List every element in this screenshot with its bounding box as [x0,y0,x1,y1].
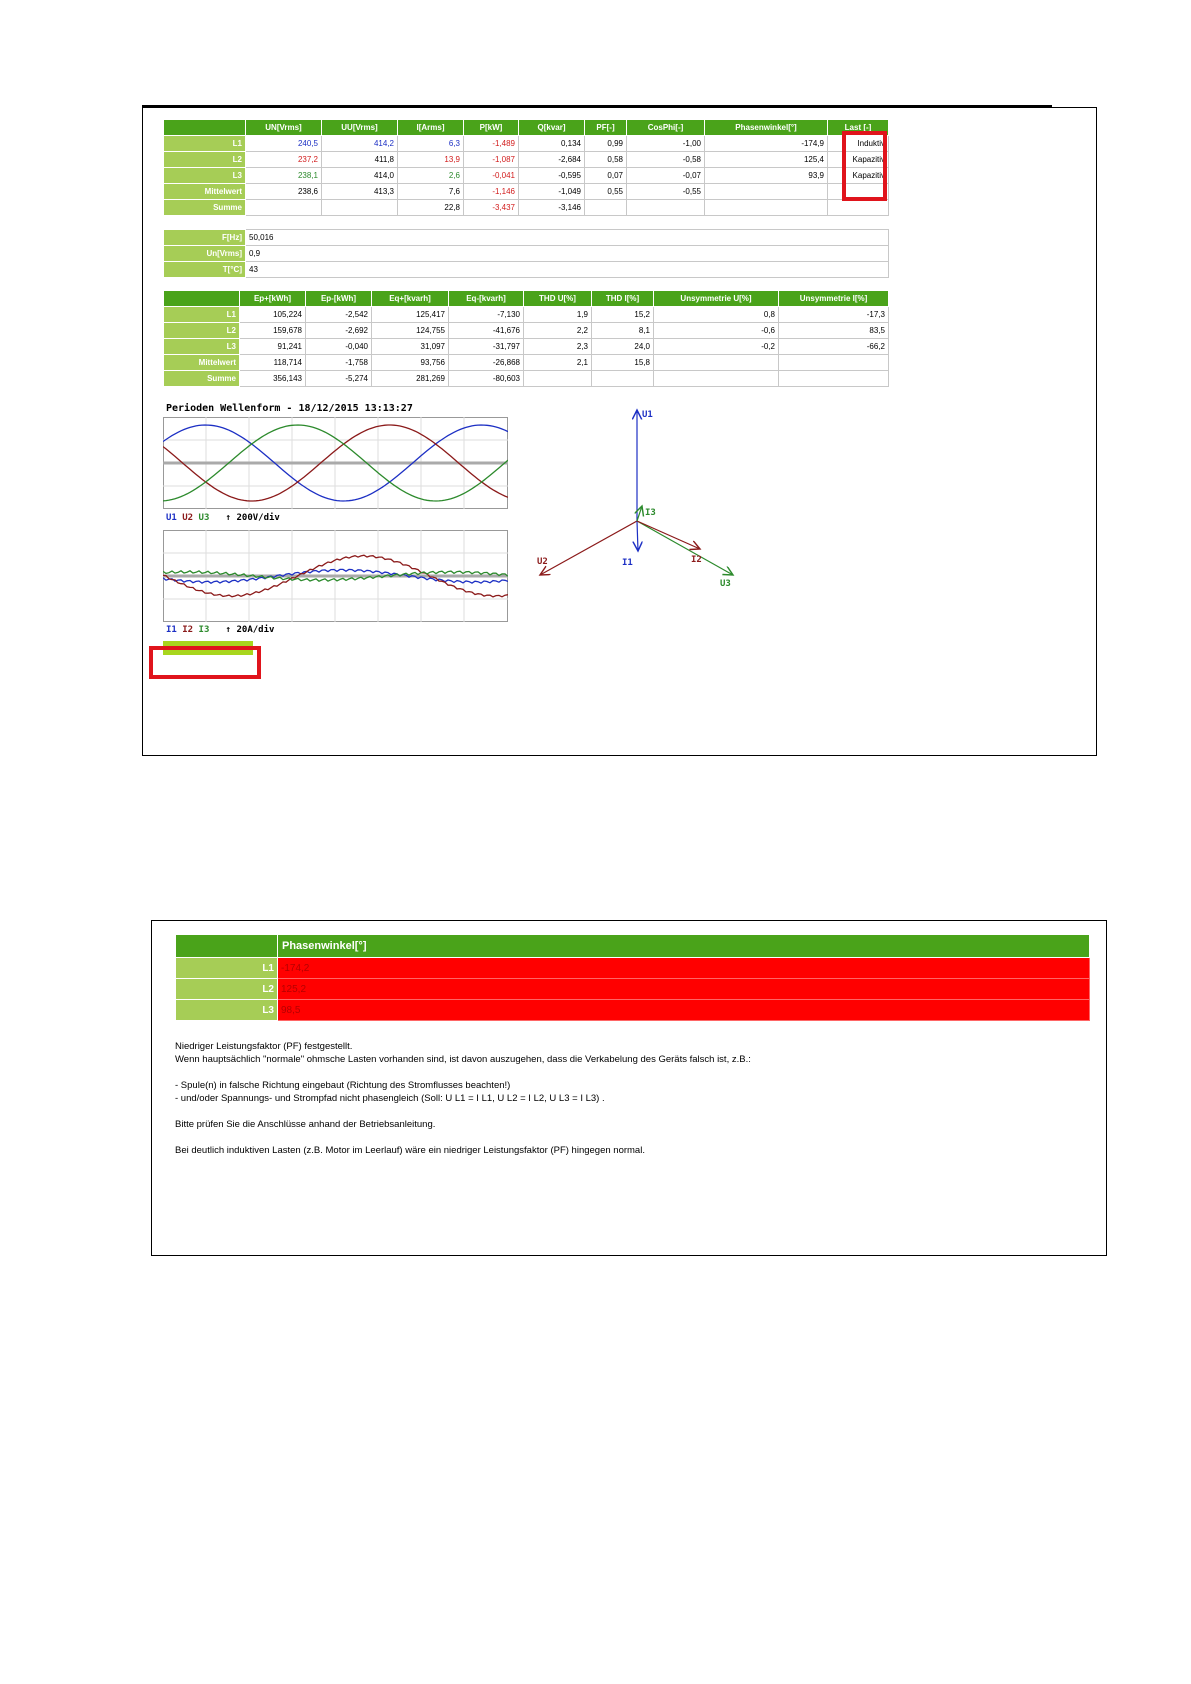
cell: 7,6 [398,184,464,200]
row-label: L1 [176,958,278,979]
cell: 6,3 [398,136,464,152]
cell: -1,489 [464,136,519,152]
col-header: Unsymmetrie I[%] [779,291,889,307]
table-row [176,958,1090,979]
col-header: Ep+[kWh] [240,291,306,307]
table-row [164,246,889,262]
cell: -1,146 [464,184,519,200]
cell: 2,1 [524,355,592,371]
measurement-table [163,119,889,216]
cell: Induktiv [828,136,889,152]
col-header [164,120,246,136]
table-row [164,371,889,387]
waveform-title: Perioden Wellenform - 18/12/2015 13:13:27 [166,403,413,414]
cell: 125,417 [372,307,449,323]
energy-table-header [164,291,889,307]
col-header: Eq+[kvarh] [372,291,449,307]
col-header: CosPhi[-] [627,120,705,136]
col-header: UU[Vrms] [322,120,398,136]
row-label: L1 [164,307,240,323]
cell: -0,041 [464,168,519,184]
cell: 83,5 [779,323,889,339]
col-header: Last [-] [828,120,889,136]
i3-phasor-label: I3 [645,508,656,518]
cell: 237,2 [246,152,322,168]
cell [779,371,889,387]
row-label: L2 [164,323,240,339]
legend-voltage-scale: ↑ 200V/div [225,513,280,523]
col-header: Unsymmetrie U[%] [654,291,779,307]
cell: 0,07 [585,168,627,184]
row-label: T[°C] [164,262,246,278]
u3-phasor [637,521,733,575]
legend-i3: I3 [198,625,210,635]
cell: 411,8 [322,152,398,168]
row-label: L3 [176,1000,278,1021]
cell: 13,9 [398,152,464,168]
cell: 105,224 [240,307,306,323]
u1-phasor-label: U1 [642,410,653,420]
cell [828,200,889,216]
cell: 0,8 [654,307,779,323]
col-header: Q[kvar] [519,120,585,136]
cell [322,200,398,216]
voltage-legend [166,513,280,523]
col-header: Phasenwinkel[°] [705,120,828,136]
cell: -0,07 [627,168,705,184]
col-header: THD U[%] [524,291,592,307]
cell: 93,756 [372,355,449,371]
cell: -0,595 [519,168,585,184]
cell: 414,2 [322,136,398,152]
cell: 238,1 [246,168,322,184]
cell: 24,0 [592,339,654,355]
cell: 15,2 [592,307,654,323]
current-legend [166,625,274,635]
cell: -1,758 [306,355,372,371]
cell [705,184,828,200]
row-label: L2 [164,152,246,168]
highlight-box [149,646,261,679]
legend-u2: U2 [182,513,194,523]
cell: 0,134 [519,136,585,152]
cell: 2,3 [524,339,592,355]
cell: -3,437 [464,200,519,216]
col-header [164,291,240,307]
cell: 281,269 [372,371,449,387]
table-row [164,339,889,355]
cell: -26,868 [449,355,524,371]
cell: 124,755 [372,323,449,339]
legend-current-scale: ↑ 20A/div [225,625,275,635]
cell: 2,2 [524,323,592,339]
cell: -0,2 [654,339,779,355]
cell [524,371,592,387]
table-row [164,200,889,216]
cell: 414,0 [322,168,398,184]
cell: -2,692 [306,323,372,339]
message-line: - und/oder Spannungs- und Strompfad nicht phasengleich (Soll: U L1 = I L1, U L2 = I L2, U L3 = I L3) . [175,1093,605,1104]
cell [585,200,627,216]
cell: -0,6 [654,323,779,339]
table-row [164,168,889,184]
table-row [164,307,889,323]
i3-phasor [637,506,642,521]
cell: 15,8 [592,355,654,371]
cell: 0,99 [585,136,627,152]
cell: 93,9 [705,168,828,184]
row-label: Mittelwert [164,184,246,200]
cell: 356,143 [240,371,306,387]
cell: -80,603 [449,371,524,387]
cell: Kapazitiv [828,152,889,168]
legend-u1: U1 [166,513,177,523]
cell: 240,5 [246,136,322,152]
cell [592,371,654,387]
cell: 2,6 [398,168,464,184]
u2-phasor-label: U2 [537,557,548,567]
cell: 50,016 [246,230,889,246]
cell: 238,6 [246,184,322,200]
col-header: P[kW] [464,120,519,136]
col-header: Ep-[kWh] [306,291,372,307]
cell: -174,9 [705,136,828,152]
table-row [164,323,889,339]
table-row [176,1000,1090,1021]
table-row [164,136,889,152]
row-label: Mittelwert [164,355,240,371]
cell: 98,5 [278,1000,1090,1021]
measurement-table-header [164,120,889,136]
col-header: PF[-] [585,120,627,136]
cell: -0,55 [627,184,705,200]
cell: 8,1 [592,323,654,339]
row-label: Un[Vrms] [164,246,246,262]
cell: -66,2 [779,339,889,355]
cell: -31,797 [449,339,524,355]
cell: -2,542 [306,307,372,323]
table-row [164,262,889,278]
phasor-diagram [530,405,760,590]
cell: 91,241 [240,339,306,355]
row-label: L3 [164,168,246,184]
row-label: L3 [164,339,240,355]
table-row [176,979,1090,1000]
energy-table [163,290,889,387]
cell: 43 [246,262,889,278]
cell: 125,2 [278,979,1090,1000]
cell: 159,678 [240,323,306,339]
col-header: THD I[%] [592,291,654,307]
cell: -41,676 [449,323,524,339]
cell: 1,9 [524,307,592,323]
message-line: - Spule(n) in falsche Richtung eingebaut (Richtung des Stromflusses beachten!) [175,1080,511,1091]
cell [654,355,779,371]
row-label: Summe [164,371,240,387]
col-header: Phasenwinkel[°] [278,935,1090,958]
cell [705,200,828,216]
cell: -1,087 [464,152,519,168]
phase-angle-header [176,935,1090,958]
cell [779,355,889,371]
i1-phasor-label: I1 [622,558,633,568]
table-row [164,355,889,371]
cell: -2,684 [519,152,585,168]
message-line: Wenn hauptsächlich "normale" ohmsche Lasten vorhanden sind, ist davon auszugehen, dass die Verkabelung des Geräts falsch ist, z.B.: [175,1054,751,1065]
cell: 0,9 [246,246,889,262]
table-row [164,230,889,246]
table-row [164,184,889,200]
i2-phasor-label: I2 [691,555,702,565]
legend-i1: I1 [166,625,177,635]
legend-i2: I2 [182,625,194,635]
col-header: UN[Vrms] [246,120,322,136]
cell: -1,00 [627,136,705,152]
row-label: L1 [164,136,246,152]
cell: -0,58 [627,152,705,168]
i2-phasor [637,521,700,549]
info-table [163,229,889,278]
u3-phasor-label: U3 [720,579,731,589]
message-line: Bitte prüfen Sie die Anschlüsse anhand der Betriebsanleitung. [175,1119,436,1130]
cell: -1,049 [519,184,585,200]
col-header-empty [176,935,278,958]
cell [627,200,705,216]
phase-angle-table [175,934,1090,1021]
cell: 22,8 [398,200,464,216]
row-label: F[Hz] [164,230,246,246]
legend-u3: U3 [198,513,210,523]
cell [246,200,322,216]
cell [654,371,779,387]
voltage-waveform-plot [163,417,508,509]
current-waveform-plot [163,530,508,622]
cell: -3,146 [519,200,585,216]
col-header: I[Arms] [398,120,464,136]
row-label: L2 [176,979,278,1000]
cell: -174,2 [278,958,1090,979]
col-header: Eq-[kvarh] [449,291,524,307]
highlight-last-column [842,131,887,201]
table-row [164,152,889,168]
cell: 125,4 [705,152,828,168]
i1-phasor [637,521,638,551]
cell: -5,274 [306,371,372,387]
cell: 0,55 [585,184,627,200]
message-line: Niedriger Leistungsfaktor (PF) festgestellt. [175,1041,353,1052]
cell: 118,714 [240,355,306,371]
cell: -7,130 [449,307,524,323]
cell: 31,097 [372,339,449,355]
row-label: Summe [164,200,246,216]
cell: 0,58 [585,152,627,168]
cell: -0,040 [306,339,372,355]
message-line: Bei deutlich induktiven Lasten (z.B. Motor im Leerlauf) wäre ein niedriger Leistungsfaktor (PF) hingegen normal. [175,1145,645,1156]
cell: 413,3 [322,184,398,200]
cell: -17,3 [779,307,889,323]
cell: Kapazitiv [828,168,889,184]
